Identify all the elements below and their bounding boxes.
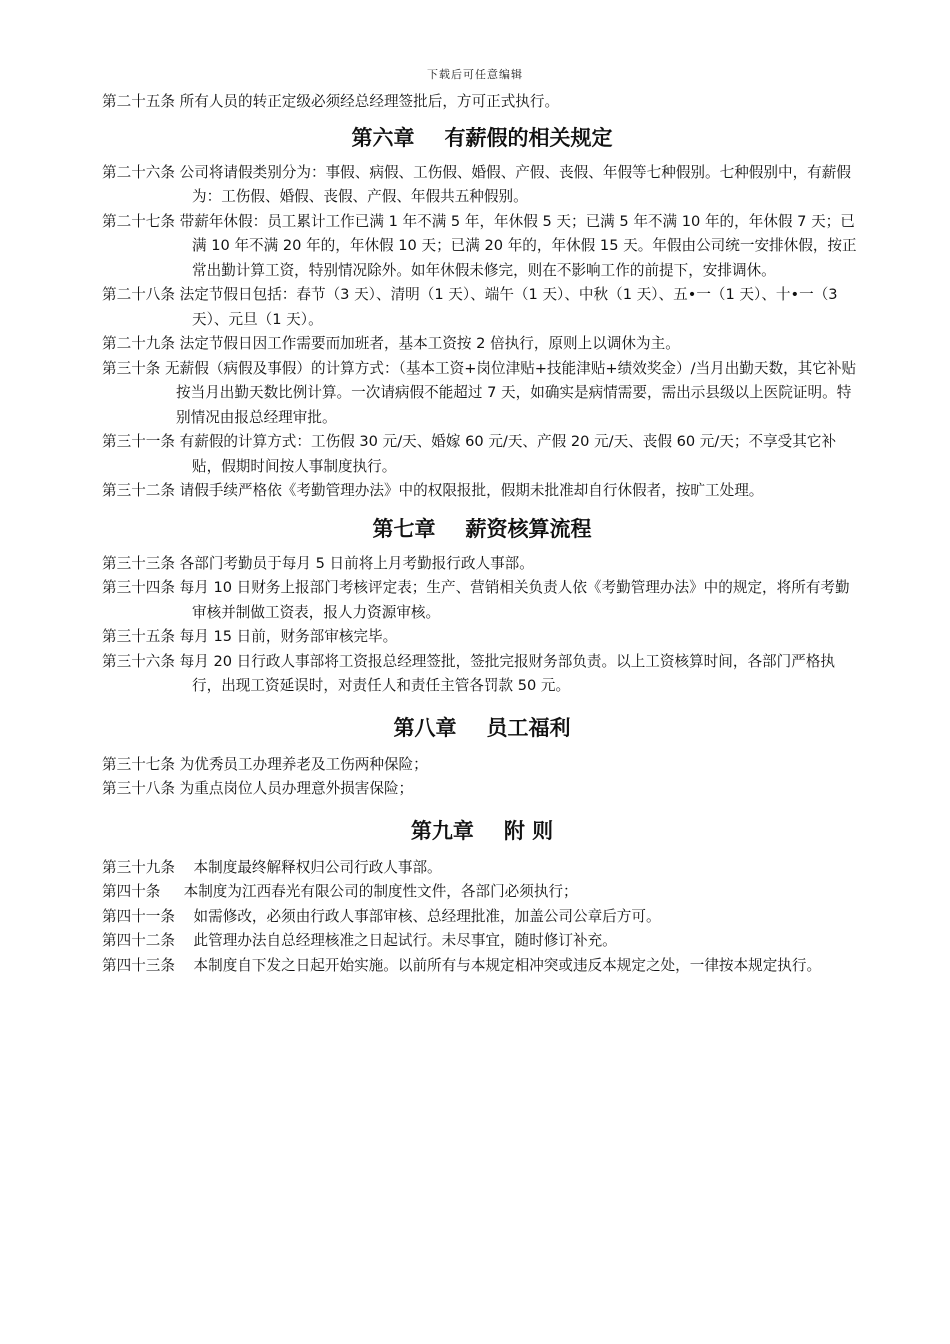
article-text: 法定节假日包括：春节（3 天）、清明（1 天）、端午（1 天）、中秋（1 天）、五•一（1 天）、十•一（3 天）、元旦（1 天）。 bbox=[179, 286, 838, 328]
article-25 bbox=[102, 90, 862, 115]
article-number: 第二十六条 bbox=[102, 163, 175, 181]
article-number: 第三十八条 bbox=[102, 780, 175, 797]
article-36 bbox=[102, 650, 862, 699]
article-29 bbox=[102, 332, 862, 357]
article-text: 无薪假（病假及事假）的计算方式：（基本工资+岗位津贴+技能津贴+绩效奖金）/当月出勤天数，其它补贴按当月出勤天数比例计算。一次请病假不能超过 7 天，如确实是病情需要，需出示县级以上医院证明。特别情况由报总经理审批。 bbox=[165, 359, 857, 426]
article-text: 请假手续严格依《考勤管理办法》中的权限报批，假期未批准却自行休假者，按旷工处理。 bbox=[179, 482, 764, 499]
article-number: 第二十五条 bbox=[102, 93, 175, 110]
chapter-number: 第九章 bbox=[410, 818, 474, 843]
article-number: 第三十条 bbox=[102, 359, 161, 377]
article-27 bbox=[102, 210, 862, 284]
chapter-7-heading bbox=[102, 514, 862, 544]
article-number: 第三十三条 bbox=[102, 554, 175, 572]
article-number: 第三十六条 bbox=[102, 652, 175, 670]
article-40 bbox=[102, 880, 862, 905]
article-text: 每月 15 日前，财务部审核完毕。 bbox=[179, 628, 398, 645]
article-text: 带薪年休假：员工累计工作已满 1 年不满 5 年，年休假 5 天；已满 5 年不满 10 年的，年休假 7 天；已满 10 年不满 20 年的，年休假 10 天；已满 20 年的，年休假 15 天。年假由公司统一安排休假，按正常出勤计算工资，特别情况除外。如年休假未修完，则在不影响工作的前提下，安排调休。 bbox=[179, 212, 857, 279]
article-30 bbox=[102, 357, 862, 431]
article-32 bbox=[102, 479, 862, 504]
article-28 bbox=[102, 283, 862, 332]
article-text: 如需修改，必须由行政人事部审核、总经理批准，加盖公司公章后方可。 bbox=[193, 907, 661, 925]
article-number: 第三十九条 bbox=[102, 858, 175, 876]
chapter-6-heading bbox=[102, 123, 862, 153]
article-42 bbox=[102, 929, 862, 954]
article-number: 第三十四条 bbox=[102, 579, 175, 596]
article-text: 为优秀员工办理养老及工伤两种保险； bbox=[179, 755, 428, 773]
article-number: 第三十七条 bbox=[102, 755, 175, 773]
article-number: 第三十五条 bbox=[102, 628, 175, 645]
article-text: 有薪假的计算方式：工伤假 30 元/天、婚嫁 60 元/天、产假 20 元/天、丧假 60 元/天；不享受其它补贴，假期时间按人事制度执行。 bbox=[179, 433, 837, 475]
article-text: 每月 20 日行政人事部将工资报总经理签批，签批完报财务部负责。以上工资核算时间，各部门严格执行，出现工资延误时，对责任人和责任主管各罚款 50 元。 bbox=[179, 652, 836, 694]
article-text: 此管理办法自总经理核准之日起试行。未尽事宜，随时修订补充。 bbox=[193, 932, 617, 949]
article-text: 各部门考勤员于每月 5 日前将上月考勤报行政人事部。 bbox=[179, 554, 534, 572]
article-text: 本制度为江西春光有限公司的制度性文件，各部门必须执行； bbox=[183, 883, 578, 900]
article-34 bbox=[102, 576, 862, 625]
article-39 bbox=[102, 856, 862, 881]
chapter-title: 附 则 bbox=[503, 818, 554, 843]
article-35 bbox=[102, 625, 862, 650]
document-body bbox=[102, 90, 862, 978]
article-43 bbox=[102, 954, 862, 979]
article-text: 本制度自下发之日起开始实施。以前所有与本规定相冲突或违反本规定之处，一律按本规定执行。 bbox=[193, 956, 822, 974]
article-31 bbox=[102, 430, 862, 479]
chapter-title: 有薪假的相关规定 bbox=[444, 125, 613, 150]
article-number: 第三十一条 bbox=[102, 433, 175, 450]
article-number: 第二十九条 bbox=[102, 335, 175, 352]
chapter-9-heading bbox=[102, 816, 862, 846]
article-text: 每月 10 日财务上报部门考核评定表；生产、营销相关负责人依《考勤管理办法》中的规定，将所有考勤审核并制做工资表，报人力资源审核。 bbox=[179, 579, 850, 621]
article-text: 为重点岗位人员办理意外损害保险； bbox=[179, 780, 414, 797]
chapter-8-heading bbox=[102, 713, 862, 743]
article-number: 第二十七条 bbox=[102, 212, 175, 230]
chapter-number: 第七章 bbox=[372, 516, 436, 541]
article-26 bbox=[102, 161, 862, 210]
article-text: 本制度最终解释权归公司行政人事部。 bbox=[193, 858, 442, 876]
chapter-number: 第八章 bbox=[393, 715, 457, 740]
page-header: 下载后可任意编辑 bbox=[427, 68, 523, 81]
article-text: 法定节假日因工作需要而加班者，基本工资按 2 倍执行，原则上以调休为主。 bbox=[179, 335, 680, 352]
article-33 bbox=[102, 552, 862, 577]
article-text: 所有人员的转正定级必须经总经理签批后，方可正式执行。 bbox=[179, 93, 560, 110]
article-41 bbox=[102, 905, 862, 930]
chapter-title: 员工福利 bbox=[486, 715, 571, 740]
article-number: 第四十三条 bbox=[102, 956, 175, 974]
article-number: 第四十一条 bbox=[102, 907, 175, 925]
article-38 bbox=[102, 777, 862, 802]
article-number: 第四十条 bbox=[102, 883, 161, 900]
article-text: 公司将请假类别分为：事假、病假、工伤假、婚假、产假、丧假、年假等七种假别。七种假别中，有薪假为：工伤假、婚假、丧假、产假、年假共五种假别。 bbox=[179, 163, 851, 205]
article-37 bbox=[102, 753, 862, 778]
chapter-title: 薪资核算流程 bbox=[465, 516, 592, 541]
chapter-number: 第六章 bbox=[351, 125, 415, 150]
article-number: 第二十八条 bbox=[102, 286, 175, 303]
article-number: 第三十二条 bbox=[102, 482, 175, 499]
article-number: 第四十二条 bbox=[102, 932, 175, 949]
